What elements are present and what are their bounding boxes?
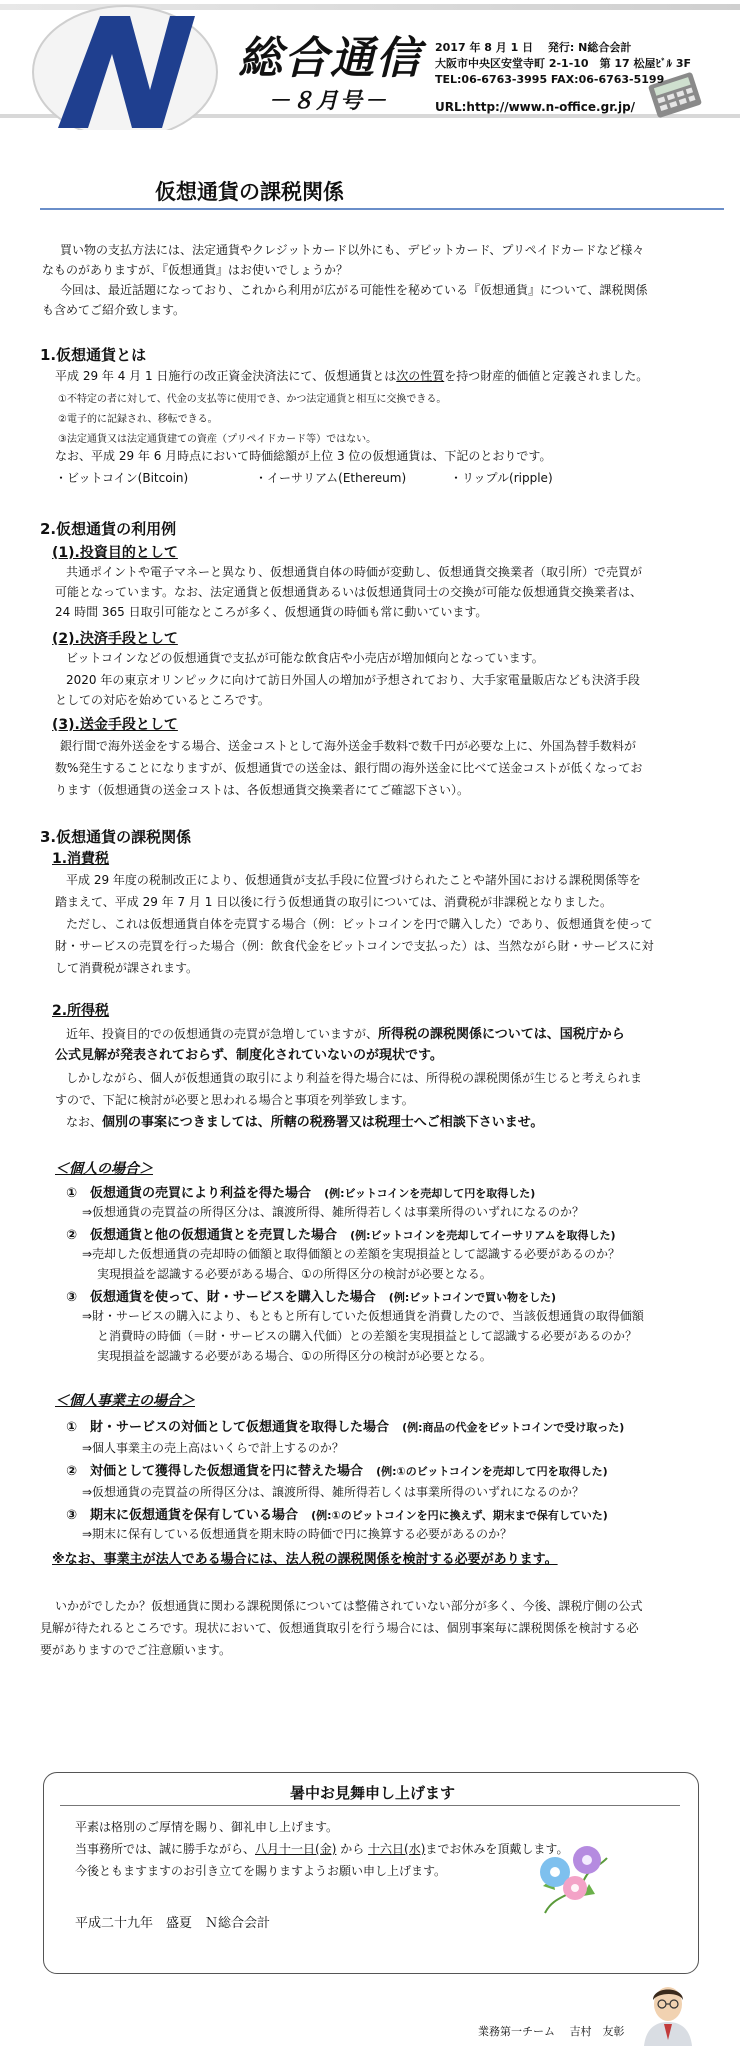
body-line: ただし、これは仮想通貨自体を売買する場合（例：ビットコインを円で購入した）であり、仮想通貨を使って <box>66 917 653 931</box>
intro-line: 今回は、最近話題になっており、これから利用が広がる可能性を秘めている『仮想通貨』について、課税関係 <box>60 283 648 297</box>
intro-line: なものがありますが、『仮想通貨』はお使いでしょうか？ <box>42 263 349 277</box>
top-coins-note: なお、平成 29 年 6 月時点において時価総額が上位 3 位の仮想通貨は、下記のとおりです。 <box>55 449 552 463</box>
case-note: ⇒仮想通貨の売買益の所得区分は、譲渡所得、雑所得若しくは事業所得のいずれになるのか？ <box>82 1205 585 1219</box>
case-heading: ＜個人事業主の場合＞ <box>55 1393 195 1409</box>
office-url-link[interactable]: URL:http://www.n-office.gr.jp/ <box>435 100 636 114</box>
property-item: ①不特定の者に対して、代金の支払等に使用でき、かつ法定通貨と相互に交換できる。 <box>58 394 447 405</box>
closing-line: 要がありますのでご注意願います。 <box>40 1643 232 1657</box>
body-line: 共通ポイントや電子マネーと異なり、仮想通貨自体の時価が変動し、仮想通貨交換業者（取引所）で売買が <box>66 565 643 579</box>
body-line: しかしながら、個人が仮想通貨の取引により利益を得た場合には、所得税の課税関係が生じると考えられま <box>66 1071 643 1085</box>
section-heading: 1.仮想通貨とは <box>40 346 147 364</box>
body-line: ります（仮想通貨の送金コストは、各仮想通貨交換業者にてご確認下さい）。 <box>55 783 470 797</box>
issue-label: －８月号－ <box>268 89 389 114</box>
body-line: 公式見解が発表されておらず、制度化されていないのが現状です。 <box>55 1048 443 1063</box>
body-line: ビットコインなどの仮想通貨で支払が可能な飲食店や小売店が増加傾向となっています。 <box>66 651 544 665</box>
subsection-heading: (1).投資目的として <box>52 545 178 561</box>
body-line: 財・サービスの売買を行った場合（例：飲食代金をビットコインで支払った）は、当然ながら財・サービスに対 <box>55 939 654 953</box>
coin-item: ・リップル(ripple) <box>450 471 553 485</box>
newsletter-title: 総合通信 <box>238 33 422 84</box>
greeting-line: 平素は格別のご厚情を賜り、御礼申し上げます。 <box>75 1820 339 1834</box>
title-divider <box>40 208 724 210</box>
greeting-divider <box>60 1805 680 1806</box>
case-title: ② 仮想通貨と他の仮想通貨とを売買した場合 (例:ビットコインを売却してイーサリアムを取得した) <box>66 1228 616 1243</box>
case-heading: ＜個人の場合＞ <box>55 1161 153 1177</box>
case-note: ⇒期末に保有している仮想通貨を期末時の時価で円に換算する必要があるのか？ <box>82 1527 513 1541</box>
body-line: 踏まえて、平成 29 年 7 月 1 日以後に行う仮想通貨の取引については、消費税が非課税となりました。 <box>55 895 612 909</box>
case-note: 実現損益を認識する必要がある場合、①の所得区分の検討が必要となる。 <box>97 1267 492 1281</box>
corporation-footnote: ※なお、事業主が法人である場合には、法人税の課税関係を検討する必要があります。 <box>52 1552 558 1567</box>
office-phone: TEL:06-6763-3995 FAX:06-6763-5199 <box>435 73 665 86</box>
closing-line: 見解が待たれるところです。現状において、仮想通貨取引を行う場合には、個別事案毎に課税関係を検討する必 <box>40 1621 639 1635</box>
morning-glory-icon <box>525 1838 615 1918</box>
case-note: ⇒財・サービスの購入により、もともと所有していた仮想通貨を消費したので、当該仮想通貨の取得価額 <box>82 1309 644 1323</box>
greeting-signoff: 平成二十九年 盛夏 Ｎ総合会計 <box>75 1916 271 1931</box>
property-item: ②電子的に記録され、移転できる。 <box>58 414 218 425</box>
staff-portrait-icon <box>640 1980 696 2046</box>
body-line: すので、下記に検討が必要と思われる場合と事項を列挙致します。 <box>55 1093 414 1107</box>
subsection-heading: (3).送金手段として <box>52 717 178 733</box>
body-line: 銀行間で海外送金をする場合、送金コストとして海外送金手数料で数千円が必要な上に、外国為替手数料が <box>60 739 637 753</box>
body-line: としての対応を始めているところです。 <box>55 693 270 707</box>
case-note: ⇒売却した仮想通貨の売却時の価額と取得価額との差額を実現損益として認識する必要があるのか？ <box>82 1247 621 1261</box>
body-line: 可能となっています。なお、法定通貨と仮想通貨あるいは仮想通貨同士の交換が可能な仮想通貨交換業者は、 <box>55 585 643 599</box>
property-item: ③法定通貨又は法定通貨建ての資産（プリペイドカード等）ではない。 <box>58 434 377 445</box>
subsection-heading: 2.所得税 <box>52 1003 110 1019</box>
case-title: ① 財・サービスの対価として仮想通貨を取得した場合 (例:商品の代金をビットコインで受け取った) <box>66 1420 625 1435</box>
body-line: 平成 29 年度の税制改正により、仮想通貨が支払手段に位置づけられたことや諸外国における課税関係等を <box>66 873 641 887</box>
coin-item: ・イーサリアム(Ethereum) <box>255 471 407 485</box>
case-title: ② 対価として獲得した仮想通貨を円に替えた場合 (例:①のビットコインを売却して円を取得した) <box>66 1464 608 1479</box>
body-line: して消費税が課されます。 <box>55 961 199 975</box>
greeting-line: 今後ともますますのお引き立てを賜りますようお願い申し上げます。 <box>75 1864 447 1878</box>
body-line: なお、個別の事案につきましては、所轄の税務署又は税理士へご相談下さいませ。 <box>66 1115 544 1130</box>
case-note: ⇒仮想通貨の売買益の所得区分は、譲渡所得、雑所得若しくは事業所得のいずれになるのか？ <box>82 1485 585 1499</box>
office-address: 大阪市中央区安堂寺町 2-1-10 第 17 松屋ﾋﾞﾙ 3F <box>435 57 692 70</box>
greeting-title: 暑中お見舞申し上げます <box>290 1784 456 1802</box>
body-line: 2020 年の東京オリンピックに向けて訪日外国人の増加が予想されており、大手家電量販店なども決済手段 <box>66 673 640 687</box>
holiday-notice: 当事務所では、誠に勝手ながら、八月十一日(金) から 十六日(水)までお休みを頂戴します。 <box>75 1842 569 1856</box>
case-title: ① 仮想通貨の売買により利益を得た場合 (例:ビットコインを売却して円を取得した) <box>66 1186 536 1201</box>
case-title: ③ 期末に仮想通貨を保有している場合 (例:①のビットコインを円に換えず、期末まで保有していた) <box>66 1508 608 1523</box>
section-heading: 3.仮想通貨の課税関係 <box>40 828 192 846</box>
coin-item: ・ビットコイン(Bitcoin) <box>55 471 189 485</box>
issue-date: 2017 年 8 月 1 日 発行: N総合会計 <box>435 41 632 54</box>
case-note: 実現損益を認識する必要がある場合、①の所得区分の検討が必要となる。 <box>97 1349 492 1363</box>
body-line: 数%発生することになりますが、仮想通貨での送金は、銀行間の海外送金に比べて送金コストが低くなってお <box>55 761 643 775</box>
case-title: ③ 仮想通貨を使って、財・サービスを購入した場合 (例:ビットコインで買い物をした) <box>66 1290 557 1305</box>
subsection-heading: (2).決済手段として <box>52 631 178 647</box>
section-heading: 2.仮想通貨の利用例 <box>40 520 177 538</box>
body-line: 24 時間 365 日取引可能なところが多く、仮想通貨の時価も常に動いています。 <box>55 605 488 619</box>
case-note: と消費時の時価（＝財・サービスの購入代価）との差額を実現損益として認識する必要があるのか？ <box>97 1329 638 1343</box>
case-note: ⇒個人事業主の売上高はいくらで計上するのか？ <box>82 1441 344 1455</box>
author-credit: 業務第一チーム 吉村 友彰 <box>478 2025 625 2038</box>
body-line: 近年、投資目的での仮想通貨の売買が急増していますが、所得税の課税関係については、国税庁から <box>66 1027 625 1042</box>
intro-line: も含めてご紹介致します。 <box>42 303 186 317</box>
closing-line: いかがでしたか？仮想通貨に関わる課税関係については整備されていない部分が多く、今後、課税庁側の公式 <box>55 1599 643 1613</box>
intro-line: 買い物の支払方法には、法定通貨やクレジットカード以外にも、デビットカード、プリペイドカードなど様々 <box>60 243 645 257</box>
definition-text: 平成 29 年 4 月 1 日施行の改正資金決済法にて、仮想通貨とは次の性質を持つ財産的価値と定義されました。 <box>55 369 649 383</box>
subsection-heading: 1.消費税 <box>52 851 110 867</box>
page-title: 仮想通貨の課税関係 <box>155 180 344 204</box>
